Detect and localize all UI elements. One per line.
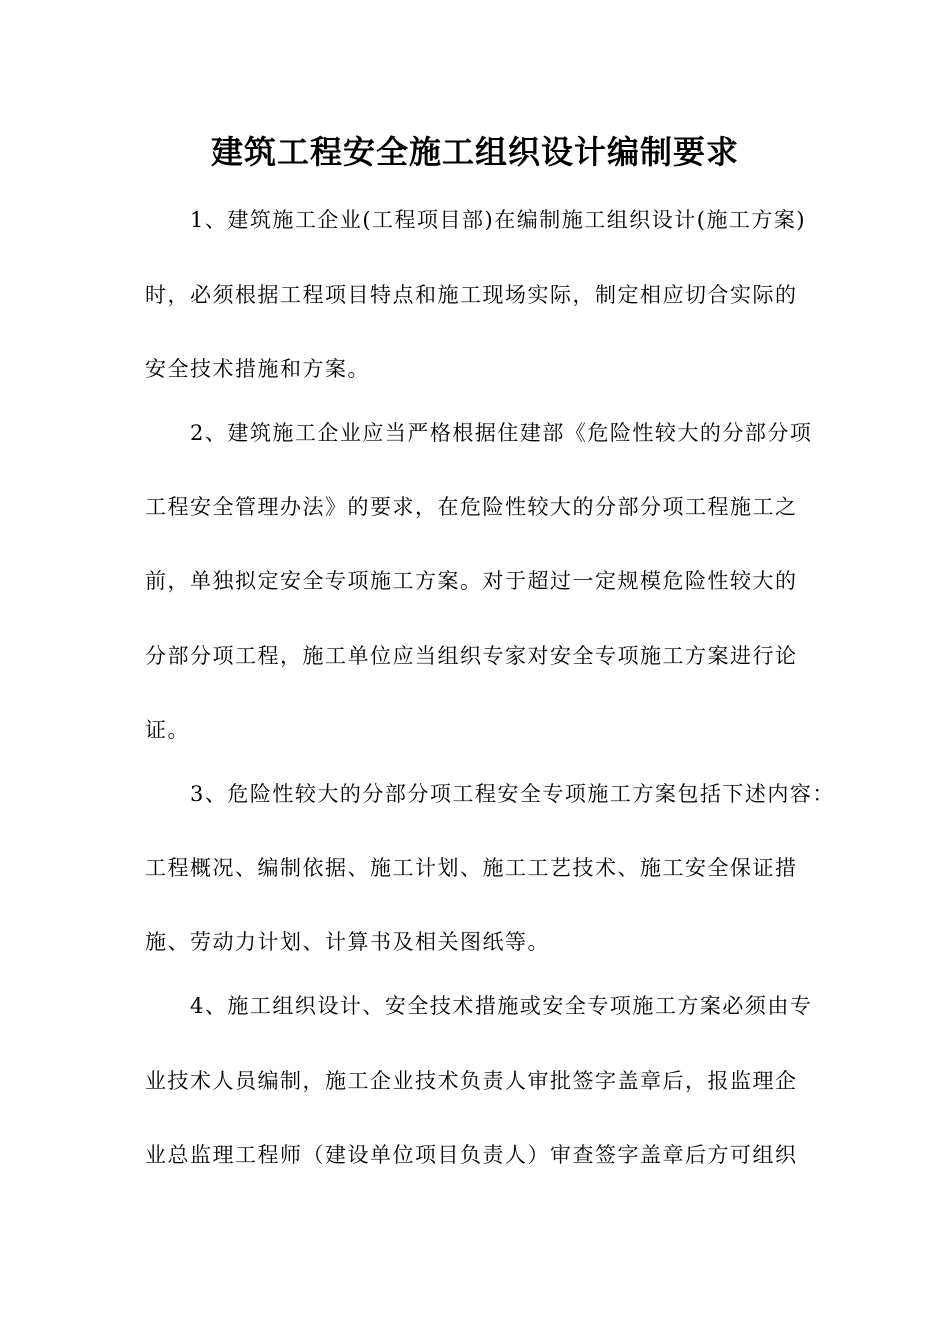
paragraph-4-line-1: 4、施工组织设计、安全技术措施或安全专项施工方案必须由专 [190,994,813,1018]
paragraph-2-line-3: 前，单独拟定安全专项施工方案。对于超过一定规模危险性较大的 [145,569,798,593]
document-title: 建筑工程安全施工组织设计编制要求 [210,133,739,171]
paragraph-2-line-5: 证。 [145,718,190,742]
paragraph-1-line-3: 安全技术措施和方案。 [145,357,370,381]
paragraph-4-line-2: 业技术人员编制，施工企业技术负责人审批签字盖章后，报监理企 [145,1069,798,1093]
paragraph-3-line-3: 施、劳动力计划、计算书及相关图纸等。 [145,930,550,954]
paragraph-3-line-1: 3、危险性较大的分部分项工程安全专项施工方案包括下述内容： [190,782,835,806]
paragraph-2-line-2: 工程安全管理办法》的要求，在危险性较大的分部分项工程施工之 [145,495,798,519]
paragraph-1-line-2: 时，必须根据工程项目特点和施工现场实际，制定相应切合实际的 [145,283,798,307]
paragraph-4-line-3: 业总监理工程师（建设单位项目负责人）审查签字盖章后方可组织 [145,1143,798,1167]
paragraph-2-line-1: 2、建筑施工企业应当严格根据住建部《危险性较大的分部分项 [190,421,813,445]
paragraph-1-line-1: 1、建筑施工企业(工程项目部)在编制施工组织设计(施工方案) [190,208,807,232]
paragraph-2-line-4: 分部分项工程，施工单位应当组织专家对安全专项施工方案进行论 [145,644,798,668]
paragraph-3-line-2: 工程概况、编制依据、施工计划、施工工艺技术、施工安全保证措 [145,856,798,880]
